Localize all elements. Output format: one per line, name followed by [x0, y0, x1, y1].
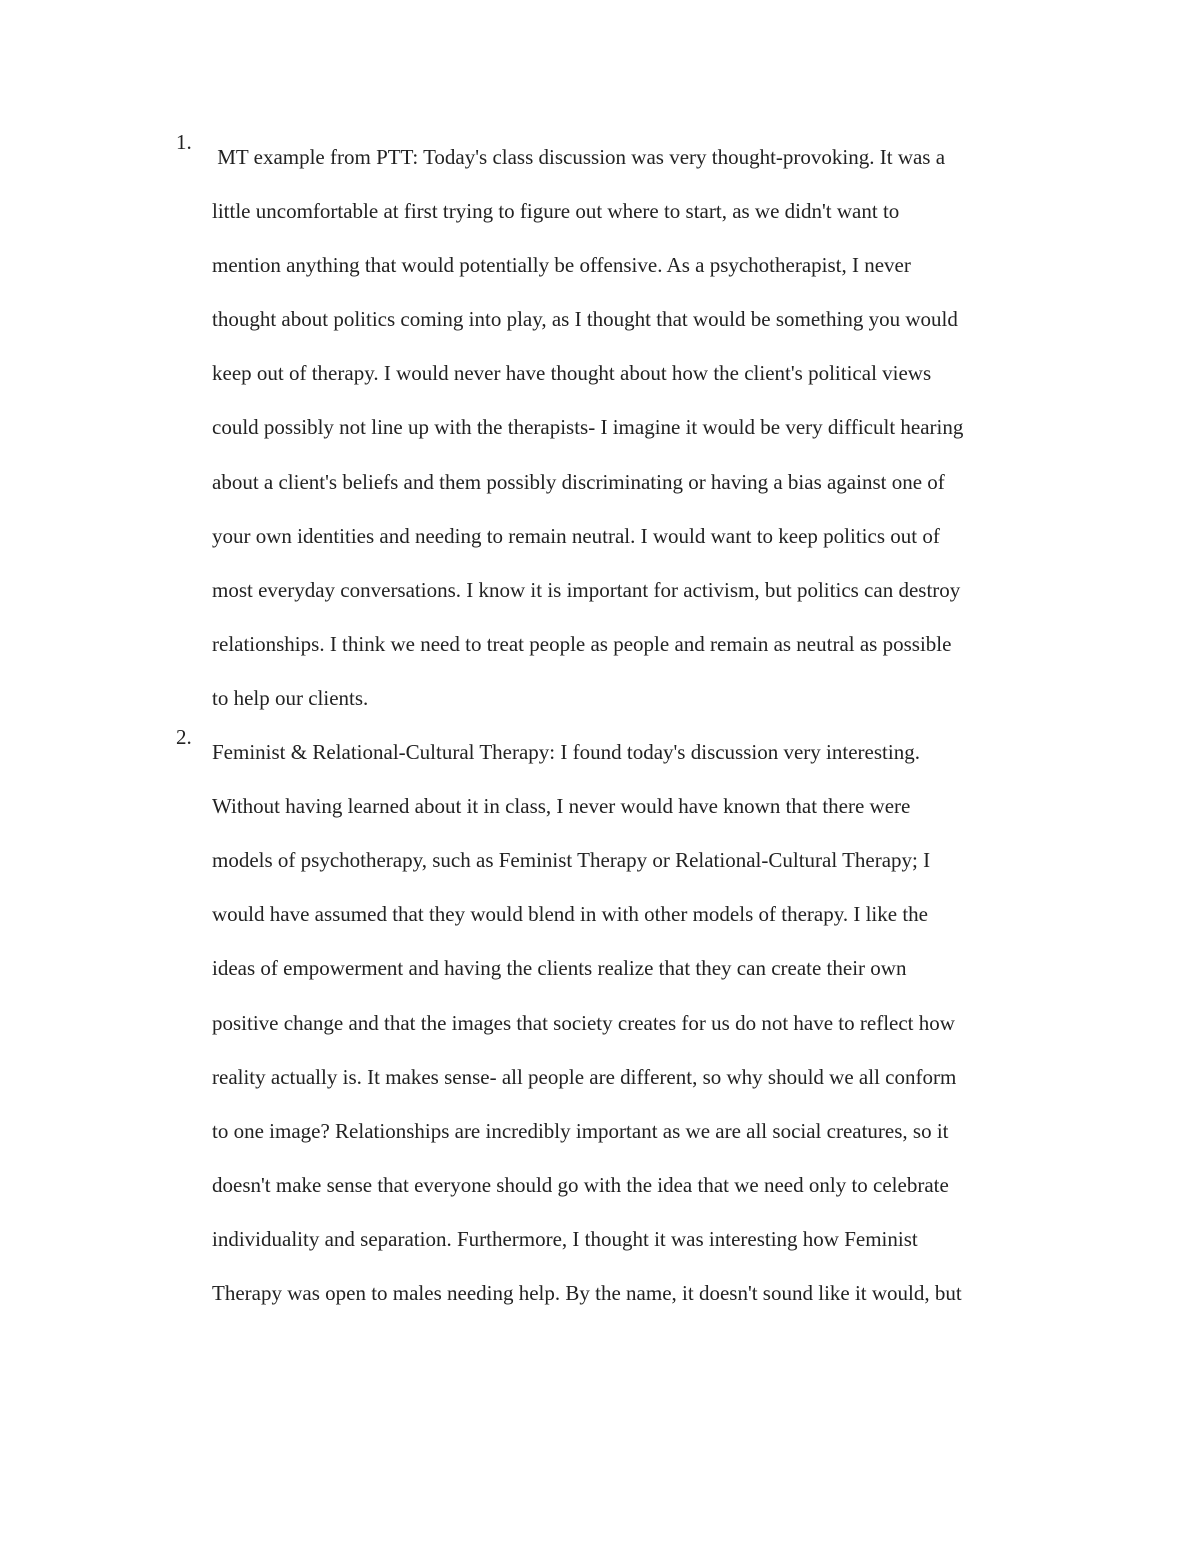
text-line: positive change and that the images that society creates for us do not have to reflect how: [212, 1010, 955, 1035]
numbered-list: [176, 130, 1066, 1320]
text-line: Without having learned about it in class, I never would have known that there were: [212, 794, 911, 819]
text-line: would have assumed that they would blend in with other models of therapy. I like the: [212, 902, 928, 927]
text-line: doesn't make sense that everyone should go with the idea that we need only to celebrate: [212, 1172, 949, 1197]
text-line: Therapy was open to males needing help. By the name, it doesn't sound like it would, but: [212, 1280, 962, 1305]
text-line: your own identities and needing to remain neutral. I would want to keep politics out of: [212, 523, 940, 548]
text-line: individuality and separation. Furthermore, I thought it was interesting how Feminist: [212, 1226, 918, 1251]
text-line: ideas of empowerment and having the clients realize that they can create their own: [212, 956, 907, 981]
text-line: to one image? Relationships are incredibly important as we are all social creatures, so it: [212, 1118, 949, 1143]
text-line: to help our clients.: [212, 685, 369, 710]
text-line: about a client's beliefs and them possibly discriminating or having a bias against one of: [212, 469, 945, 494]
text-line: little uncomfortable at first trying to figure out where to start, as we didn't want to: [212, 199, 900, 224]
paragraph: [212, 725, 1066, 1320]
text-line: mention anything that would potentially be offensive. As a psychotherapist, I never: [212, 253, 911, 278]
paragraph: [212, 130, 1066, 725]
text-line: models of psychotherapy, such as Feminist Therapy or Relational-Cultural Therapy; I: [212, 848, 931, 873]
text-line: could possibly not line up with the therapists- I imagine it would be very difficult hearing: [212, 415, 964, 440]
list-item-number: 1.: [176, 130, 192, 154]
text-line: Feminist & Relational-Cultural Therapy: I found today's discussion very interesting.: [212, 740, 920, 765]
list-item: [176, 725, 1066, 1320]
list-item: [176, 130, 1066, 725]
text-line: keep out of therapy. I would never have thought about how the client's political views: [212, 361, 932, 386]
text-line: reality actually is. It makes sense- all people are different, so why should we all conform: [212, 1064, 957, 1089]
text-line: most everyday conversations. I know it is important for activism, but politics can destroy: [212, 577, 961, 602]
text-line: relationships. I think we need to treat people as people and remain as neutral as possible: [212, 631, 952, 656]
list-item-number: 2.: [176, 725, 192, 750]
text-line: thought about politics coming into play, as I thought that would be something you would: [212, 307, 958, 332]
text-line: MT example from PTT: Today's class discussion was very thought-provoking. It was a: [212, 145, 946, 169]
